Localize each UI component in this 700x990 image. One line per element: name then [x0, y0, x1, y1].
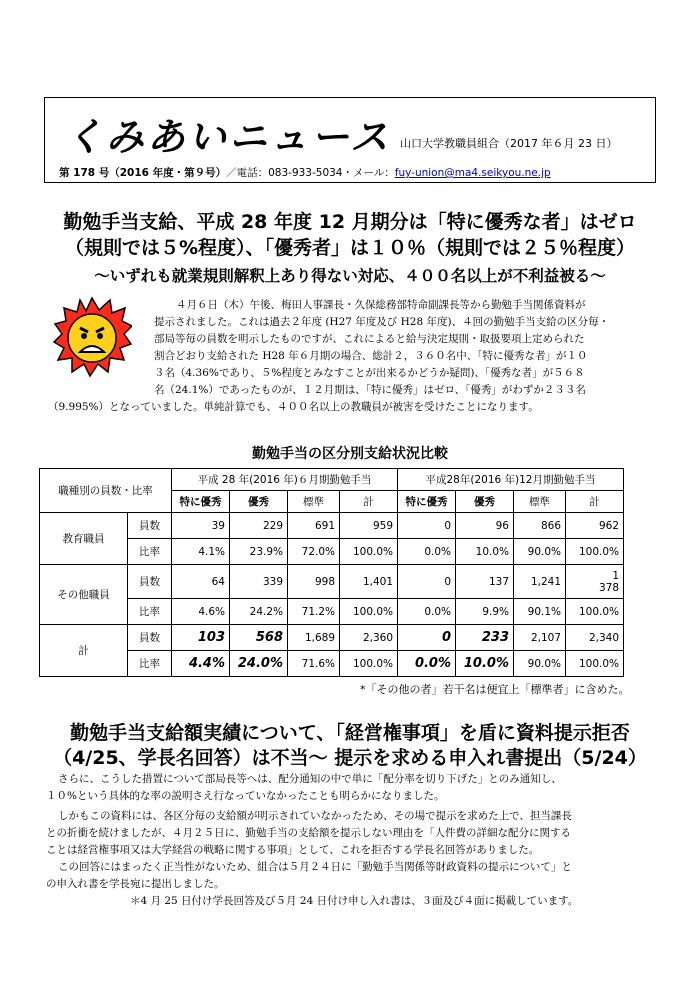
col-header: 標準: [514, 491, 566, 513]
angry-face-icon: [52, 296, 132, 380]
masthead-title: くみあいニュース: [65, 115, 392, 159]
table-cell: 4.6%: [172, 599, 230, 625]
table-row: [40, 625, 624, 651]
table-cell: 568: [230, 625, 288, 651]
table-cell: 90.1%: [514, 599, 566, 625]
col-header: 計: [566, 491, 624, 513]
article2-line-4: との折衝を続けましたが、４月２５日に、勤勉手当の支給額を提示しない理由を「人件費の詳細な配分に関する: [46, 827, 571, 839]
table-cell: 0: [398, 565, 456, 599]
article2-line-1: さらに、こうした措置について部局長等へは、配分通知の中で単に「配分率を切り下げた」とのみ通知し、: [58, 773, 562, 785]
table-cell: 10.0%: [456, 651, 514, 677]
row-label: 員数: [128, 625, 172, 651]
contact-phone: ／電話：083-933-5034・メール：: [226, 167, 395, 179]
article1-line-6: 名（24.1%）であったものが、１２月期は、「特に優秀」はゼロ、「優秀」がわずか２３３名: [154, 384, 586, 396]
table-row: [40, 513, 624, 539]
table-cell-part: 378: [598, 581, 619, 594]
row-label: 比率: [128, 651, 172, 677]
table-cell: 100.0%: [566, 651, 624, 677]
table-cell: 103: [172, 625, 230, 651]
col-header: 標準: [288, 491, 340, 513]
table-footnote: *「その他の者」若干名は便宜上「標準者」に含めた。: [360, 683, 630, 696]
table-cell: 0: [398, 625, 456, 651]
table-cell: 866: [514, 513, 566, 539]
article1-line-4: 割合どおり支給された H28 年６月期の場合、総計２，３６０名中、「特に優秀な者」が１０: [154, 350, 588, 362]
table-cell: 2,107: [514, 625, 566, 651]
table-row: [40, 599, 624, 625]
table-cell: 1,689: [288, 625, 340, 651]
table-cell: 23.9%: [230, 539, 288, 565]
period2-header: 平成28年(2016 年)12月期勤勉手当: [398, 469, 624, 491]
allowance-table: [39, 468, 624, 677]
table-cell: 339: [230, 565, 288, 599]
period1-header: 平成 28 年(2016 年)６月期勤勉手当: [172, 469, 398, 491]
table-cell-part: 1: [612, 569, 619, 582]
table-cell: 0.0%: [398, 539, 456, 565]
article2-line-3: しかもこの資料には、各区分毎の支給額が明示されていなかったため、その場で提示を求めた上で、担当課長: [58, 810, 572, 822]
article1-line-5: ３名（4.36%であり、５%程度とみなすことが出来るかどうか疑問)、「優秀な者」が５６８: [154, 367, 585, 379]
table-cell: 100.0%: [340, 651, 398, 677]
table-cell: 10.0%: [456, 539, 514, 565]
table-cell: 4.1%: [172, 539, 230, 565]
article2-line-6: この回答にはまったく正当性がないため、組合は５月２４日に「勤勉手当関係等財政資料の提示について」と: [58, 861, 572, 873]
table-cell: 96: [456, 513, 514, 539]
col-header: 優秀: [456, 491, 514, 513]
group-label: その他職員: [40, 565, 128, 625]
table-cell: 691: [288, 513, 340, 539]
table-cell: 24.0%: [230, 651, 288, 677]
article1-line-2: 提示されました。これは過去２年度 (H27 年度及び H28 年度)、４回の勤勉手当支給の区分毎・: [154, 316, 610, 328]
row-label: 比率: [128, 599, 172, 625]
article1-subtitle: ～いずれも就業規則解釈上あり得ない対応、４００名以上が不利益被る～: [94, 267, 606, 285]
col-header: 優秀: [230, 491, 288, 513]
table-cell: 233: [456, 625, 514, 651]
table-cell: 71.2%: [288, 599, 340, 625]
row-label: 比率: [128, 539, 172, 565]
article2-title-line2: （4/25、学長名回答）は不当～ 提示を求める申入れ書提出（5/24）: [53, 747, 647, 769]
masthead-box: [44, 97, 656, 183]
table-cell: 0.0%: [398, 651, 456, 677]
table-cell: 229: [230, 513, 288, 539]
table-cell: 0.0%: [398, 599, 456, 625]
table-cell: 71.6%: [288, 651, 340, 677]
table-cell: 90.0%: [514, 651, 566, 677]
article1-line-7: （9.995%）となっていました。単純計算でも、４００名以上の教職員が被害を受けたことになります。: [48, 401, 539, 413]
group-label: 教育職員: [40, 513, 128, 565]
article1-line-3: 部局等毎の員数を明示したものですが、これによると給与決定規則・取扱要項上定められた: [154, 333, 585, 345]
table-cell: 137: [456, 565, 514, 599]
table-row: [40, 539, 624, 565]
table-cell: 1,401: [340, 565, 398, 599]
table-cell: 72.0%: [288, 539, 340, 565]
table-cell: 9.9%: [456, 599, 514, 625]
table-cell: 24.2%: [230, 599, 288, 625]
table-cell: 100.0%: [340, 599, 398, 625]
article1-line-1: ４月６日（木）午後、梅田人事課長・久保総務部特命副課長等から勤勉手当関係資料が: [176, 299, 586, 311]
group-label: 計: [40, 625, 128, 677]
table-cell: 39: [172, 513, 230, 539]
table-cell: 100.0%: [566, 599, 624, 625]
table-cell: 959: [340, 513, 398, 539]
table-cell: 998: [288, 565, 340, 599]
col-header: 特に優秀: [172, 491, 230, 513]
row-label: 員数: [128, 565, 172, 599]
table-cell: 2,340: [566, 625, 624, 651]
table-cell: 100.0%: [566, 539, 624, 565]
organization-date: 山口大学教職員組合（2017 年６月 23 日）: [400, 137, 618, 150]
article2-line-8: ＊4 月 25 日付け学長回答及び５月 24 日付け申し入れ書は、３面及び４面に掲載しています。: [130, 895, 579, 907]
table-header-row: [40, 469, 624, 491]
table-row: [40, 651, 624, 677]
article1-title-line2: （規則では５%程度）、「優秀者」は１０％（規則では２５％程度）: [64, 237, 636, 259]
table-cell-wrapped: [566, 565, 624, 599]
article2-title-line1: 勤勉手当支給額実績について、「経営権事項」を盾に資料提示拒否: [70, 722, 630, 744]
table-cell: 2,360: [340, 625, 398, 651]
col-header: 特に優秀: [398, 491, 456, 513]
table-title: 勤勉手当の区分別支給状況比較: [252, 446, 448, 462]
table-corner-header: 職種別の員数・比率: [40, 469, 172, 513]
article2-line-7: の申入れ書を学長宛に提出しました。: [46, 878, 225, 890]
article2-line-5: ことは経営権事項又は大学経営の戦略に関する事項」として、これを拒否する学長名回答がありました。: [46, 844, 540, 856]
table-cell: 4.4%: [172, 651, 230, 677]
issue-info: [59, 165, 551, 180]
table-cell: 100.0%: [340, 539, 398, 565]
table-cell: 90.0%: [514, 539, 566, 565]
table-cell: 0: [398, 513, 456, 539]
email-link[interactable]: fuy-union@ma4.seikyou.ne.jp: [394, 167, 551, 179]
table-cell: 64: [172, 565, 230, 599]
col-header: 計: [340, 491, 398, 513]
table-cell: 962: [566, 513, 624, 539]
table-cell: 1,241: [514, 565, 566, 599]
article1-title-line1: 勤勉手当支給、平成 28 年度 12 月期分は「特に優秀な者」はゼロ: [63, 211, 637, 233]
issue-number: 第 178 号（2016 年度・第９号）: [59, 167, 227, 179]
row-label: 員数: [128, 513, 172, 539]
article2-line-2: １０%という具体的な率の説明さえ行なっていなかったことも明らかになりました。: [46, 790, 445, 802]
table-row: [40, 565, 624, 599]
